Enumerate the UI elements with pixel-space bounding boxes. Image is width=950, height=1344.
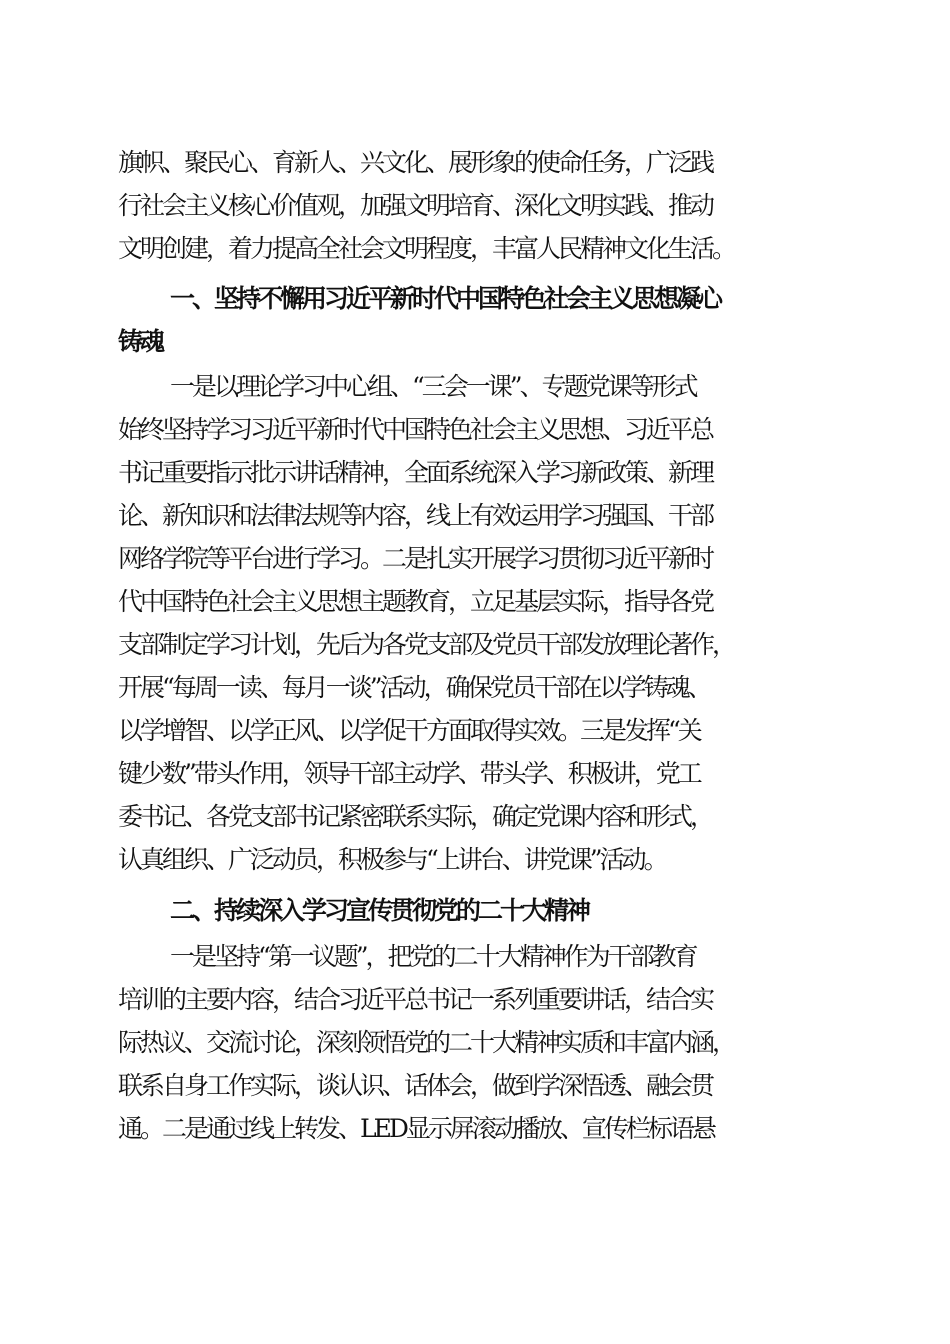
body-text-line: 键少数”带头作用，领导干部主动学、带头学、积极讲，党工 <box>118 759 700 788</box>
paragraph-first-line: 一是以理论学习中心组、“三会一课”、专题党课等形式 <box>170 372 696 401</box>
section-heading-1: 一、坚持不懈用习近平新时代中国特色社会主义思想凝心 <box>170 284 721 313</box>
body-text-line: 支部制定学习计划，先后为各党支部及党员干部发放理论著作， <box>118 630 735 659</box>
body-text-line: 认真组织、广泛动员，积极参与“上讲台、讲党课”活动。 <box>118 845 666 874</box>
paragraph-first-line: 一是坚持“第一议题”，把党的二十大精神作为干部教育 <box>170 942 696 971</box>
section-heading-1-continued: 铸魂 <box>118 327 163 356</box>
body-text-line: 论、新知识和法律法规等内容，线上有效运用学习强国、干部 <box>118 501 713 530</box>
body-text-line: 培训的主要内容，结合习近平总书记一系列重要讲话，结合实 <box>118 985 713 1014</box>
body-text-line: 际热议、交流讨论，深刻领悟党的二十大精神实质和丰富内涵， <box>118 1028 735 1057</box>
body-text-line: 书记重要指示批示讲话精神，全面系统深入学习新政策、新理 <box>118 458 713 487</box>
body-text-line: 始终坚持学习习近平新时代中国特色社会主义思想、习近平总 <box>118 415 713 444</box>
body-text-line: 文明创建，着力提高全社会文明程度，丰富人民精神文化生活。 <box>118 234 735 263</box>
body-text-line: 通。二是通过线上转发、LED显示屏滚动播放、宣传栏标语悬 <box>118 1114 714 1143</box>
body-text-line: 开展“每周一读、每月一谈”活动，确保党员干部在以学铸魂、 <box>118 673 710 702</box>
body-text-line: 委书记、各党支部书记紧密联系实际，确定党课内容和形式， <box>118 802 713 831</box>
body-text-line: 以学增智、以学正风、以学促干方面取得实效。三是发挥“关 <box>118 716 700 745</box>
section-heading-2: 二、持续深入学习宣传贯彻党的二十大精神 <box>170 896 589 925</box>
body-text-line: 行社会主义核心价值观，加强文明培育、深化文明实践、推动 <box>118 191 713 220</box>
body-text-line: 联系自身工作实际，谈认识、话体会，做到学深悟透、融会贯 <box>118 1071 713 1100</box>
body-text-line: 网络学院等平台进行学习。二是扎实开展学习贯彻习近平新时 <box>118 544 713 573</box>
body-text-line: 代中国特色社会主义思想主题教育，立足基层实际，指导各党 <box>118 587 713 616</box>
body-text-line: 旗帜、聚民心、育新人、兴文化、展形象的使命任务，广泛践 <box>118 148 713 177</box>
